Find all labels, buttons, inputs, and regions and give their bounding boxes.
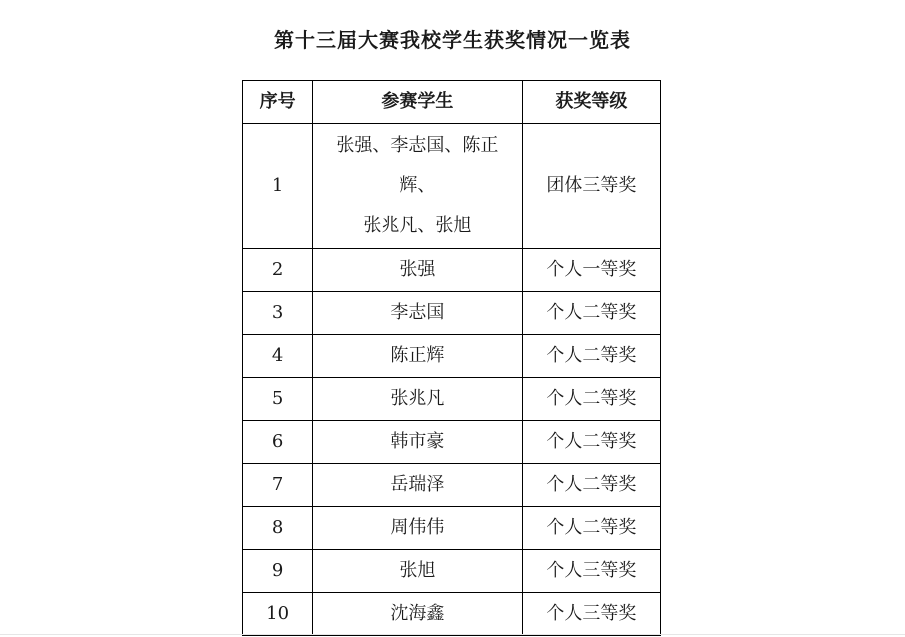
row-students: 岳瑞泽: [313, 464, 523, 507]
table-row: [243, 464, 661, 507]
row-award: 个人三等奖: [522, 550, 660, 593]
row-number: 4: [243, 335, 313, 378]
row-students: 张旭: [313, 550, 523, 593]
table-row: [243, 593, 661, 636]
row-number: 10: [243, 593, 313, 636]
table-row: [243, 421, 661, 464]
row-number: 6: [243, 421, 313, 464]
row-students: 张强: [313, 249, 523, 292]
row-award: 个人二等奖: [522, 378, 660, 421]
student-line: 辉、: [399, 175, 436, 196]
table-row: [243, 335, 661, 378]
page-bottom-divider: [0, 634, 905, 635]
row-award: 个人二等奖: [522, 335, 660, 378]
table-row: [243, 507, 661, 550]
row-award: 个人二等奖: [522, 464, 660, 507]
row-number: 8: [243, 507, 313, 550]
row-students: 张兆凡: [313, 378, 523, 421]
row-award: 个人一等奖: [522, 249, 660, 292]
row-number: 2: [243, 249, 313, 292]
row-number: 1: [243, 124, 313, 249]
table-row: [243, 249, 661, 292]
table-row: [243, 124, 661, 249]
header-students: 参赛学生: [313, 81, 523, 124]
table-row: [243, 292, 661, 335]
row-number: 9: [243, 550, 313, 593]
row-number: 5: [243, 378, 313, 421]
row-students: 李志国: [313, 292, 523, 335]
row-award: 个人三等奖: [522, 593, 660, 636]
row-award: 个人二等奖: [522, 292, 660, 335]
row-students: 陈正辉: [313, 335, 523, 378]
row-award: 团体三等奖: [522, 124, 660, 249]
table-row: [243, 378, 661, 421]
awards-table: [242, 80, 661, 636]
row-students: [313, 124, 523, 249]
row-students: 韩市豪: [313, 421, 523, 464]
row-students: 周伟伟: [313, 507, 523, 550]
header-number: 序号: [243, 81, 313, 124]
row-number: 3: [243, 292, 313, 335]
row-number: 7: [243, 464, 313, 507]
row-award: 个人二等奖: [522, 421, 660, 464]
student-line: 张强、李志国、陈正: [336, 135, 499, 156]
row-students: 沈海鑫: [313, 593, 523, 636]
page-title: 第十三届大赛我校学生获奖情况一览表: [274, 28, 631, 52]
table-row: [243, 550, 661, 593]
row-award: 个人二等奖: [522, 507, 660, 550]
student-line: 张兆凡、张旭: [363, 215, 472, 236]
header-award-level: 获奖等级: [522, 81, 660, 124]
table-header-row: [243, 81, 661, 124]
